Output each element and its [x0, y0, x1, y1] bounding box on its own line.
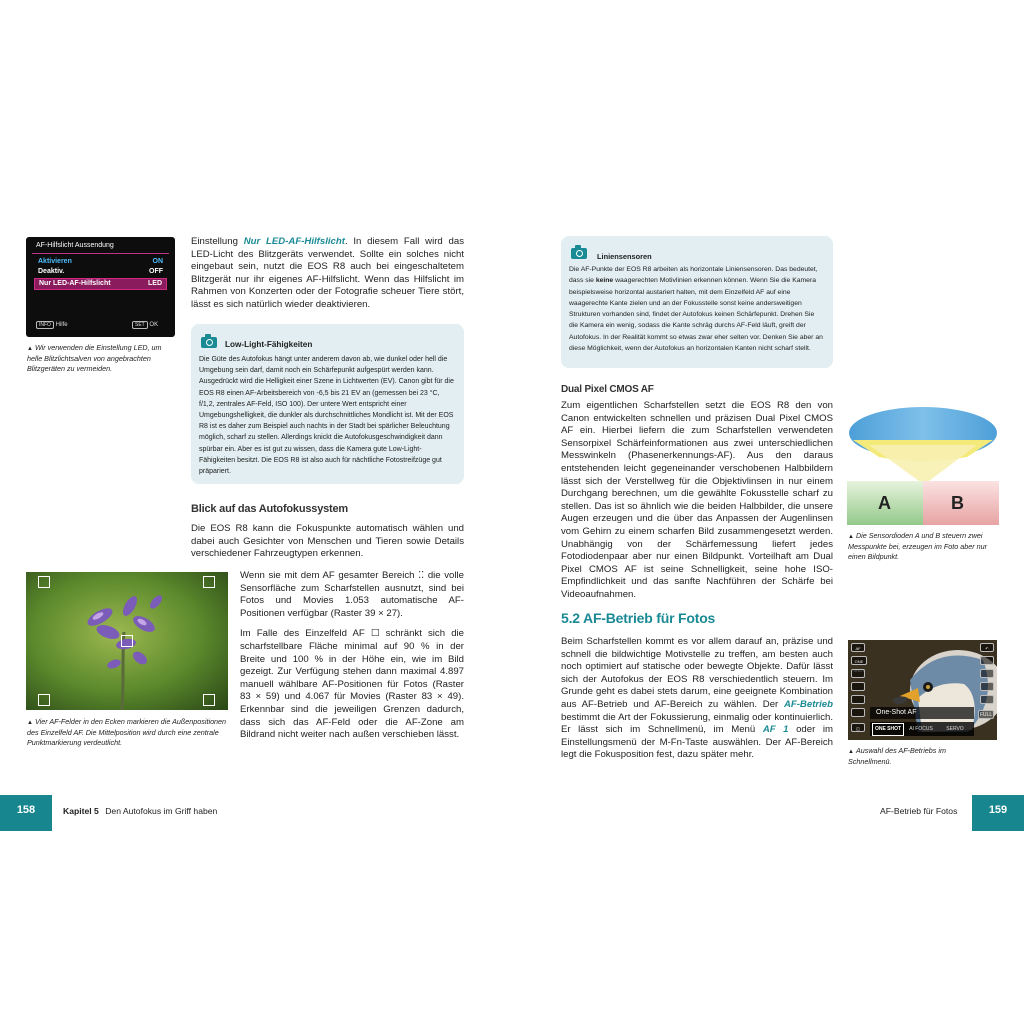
caption-triangle-icon: ▲ — [848, 749, 854, 755]
qm-left-icon-oneshot[interactable]: ONE — [851, 656, 867, 665]
diagram-svg — [847, 405, 999, 525]
paragraph-5-2: Beim Scharfstellen kommt es vor allem darauf an, präzise und schnell die bildwichtige Motivstelle zu treffen, am besten auch noch optimiert auf statische oder bewegte Objekte. Dafür lässt sich der Autofokus der EOS R8 verschiedentlich steuern. Im Grunde geht es dabei stets darum, eine geeignete Kombination aus AF-Betrieb und AF-Bereich zu wählen. Der AF-Betrieb bestimmt die Art der Fokussierung, einmalig oder kontinuierlich. Er lässt sich im Schnellmenü, im Menü AF 1 oder im Einstellungsmenü der M-Fn-Taste auswählen. Der AF-Bereich legt die Fokusposition fest, dazu später mehr. — [561, 636, 833, 761]
paragraph-wenn: Wenn sie mit dem AF gesamter Bereich ⁚⁚ die volle Sensorfläche zum Scharfstellen ausnutzt, sind bei Fotos und Movies 1.053 automatische AF-Positionen verfügbar (Raster 39 × 27). — [240, 570, 464, 619]
caption-triangle-icon: ▲ — [848, 534, 854, 540]
camera-icon — [571, 248, 587, 259]
diode-label-a: A — [878, 493, 891, 513]
qm-left-icon-5[interactable] — [851, 695, 865, 704]
caption-triangle-icon: ▲ — [27, 720, 33, 726]
qm-right-icon-2[interactable] — [980, 656, 994, 665]
tip-header — [569, 242, 825, 262]
ok-label: OK — [149, 322, 159, 328]
paragraph-falle: Im Falle des Einzelfeld AF ☐ schränkt sich die scharfstellbare Fläche minimal auf 90 % in der Breite und 100 % in der Höhe ein, wie im Bild gezeigt. Zur Verfügung stehen dann maximal 4.897 manuell wählbare AF-Positionen für Fotos (Raster 83 × 59) und 4.067 für Movies (Raster 83 × 49). Erkennbar sind die jeweiligen Grenzen dadurch, dass sich das AF-Feld oder die AF-Zone am Bildrand nicht weiter nach außen verschieben lässt. — [240, 628, 464, 741]
menu-row-deaktiv[interactable]: Deaktiv. OFF — [38, 268, 163, 275]
caption-diagram: ▲ Die Sensordioden A und B steuern zwei Messpunkte bei, erzeugen im Foto aber nur einen Bildpunkt. — [848, 531, 988, 561]
qm-mode-label: One-Shot AF — [870, 707, 974, 719]
qm-option-oneshot[interactable]: ONE SHOT — [872, 723, 904, 736]
highlight-af-1: AF 1 — [762, 724, 789, 736]
highlight-nur-led: Nur LED-AF-Hilfslicht — [243, 236, 345, 247]
qm-option-servo[interactable]: SERVO — [946, 726, 964, 732]
af-corner-bottom-left — [38, 694, 50, 706]
tip-title: Low-Light-Fähigkeiten — [225, 340, 313, 349]
qm-right-icon-5[interactable] — [980, 695, 994, 704]
tip-box-low-light — [191, 324, 464, 484]
tip-text: Die AF-Punkte der EOS R8 arbeiten als horizontale Liniensensoren. Das bedeutet, dass sie keine waagerechten Motivlinien erkennen können. Wenn Sie die Kamera beispielsweise horizontal austariert halten, mit dem Einzelfeld AF auf eine waagerechte Kante zielen und an der Fokusstelle sonst keine andersweitigen Strukturen vorhanden sind, findet der Autofokus keinen Schärfepunkt. Drehen Sie die Kamera ein wenig, sodass die Kante schräg durchs AF-Feld läuft, greift der Autofokus. In der Realität kommt so etwas zwar eher selten vor. Denken Sie aber an diese Möglichkeit, wenn der Autofokus an horizontalen Kanten nicht scharf stellt. — [569, 266, 823, 353]
tip-header — [199, 330, 456, 352]
footer-chapter: Kapitel 5 — [63, 806, 99, 816]
footer-left — [63, 806, 217, 816]
info-button-box: INFO — [36, 321, 54, 329]
menu-row-nur-led[interactable]: Nur LED-AF-Hilfslicht LED — [34, 278, 167, 290]
highlight-af-betrieb: AF-Betrieb — [783, 698, 833, 710]
help-label: Hilfe — [55, 322, 68, 328]
info-help-button[interactable] — [36, 322, 68, 328]
af-corner-top-right — [203, 576, 215, 588]
footer-chapter-title: Den Autofokus im Griff haben — [105, 806, 218, 816]
qm-option-aifocus[interactable]: AI FOCUS — [909, 726, 933, 732]
qm-right-icon-back[interactable]: ↶ — [980, 643, 994, 652]
camera-icon — [201, 337, 217, 348]
qm-left-icon-af[interactable]: AF — [851, 643, 865, 652]
flower-af-image — [26, 572, 228, 710]
tip-box-liniensensoren — [561, 236, 833, 368]
quick-menu-screenshot — [848, 640, 997, 740]
af-corner-top-left — [38, 576, 50, 588]
paragraph-led-licht: Einstellung Nur LED-AF-Hilfslicht. In diesem Fall wird das LED-Licht des Blitzgeräts verwendet. Sollte ein solches nicht eingebaut sein, nutzt die EOS R8 auch bei eingeschaltetem Blitzgerät nur ihr eigenes AF-Hilfslicht. Wenn das Hilfslicht im Rahmen von Konzerten oder der Fotografie scheuer Tiere stört, lässt es sich natürlich wieder deaktivieren. — [191, 236, 464, 310]
qm-right-icon-3[interactable] — [980, 669, 994, 678]
qm-left-icon-6[interactable] — [851, 708, 865, 717]
caption-quick-menu: ▲ Auswahl des AF-Betriebs im Schnellmenü. — [848, 746, 946, 767]
page-number-left: 158 — [0, 795, 52, 831]
qm-right-icon-4[interactable] — [980, 682, 994, 691]
qm-left-icon-bottom[interactable]: ◫ — [851, 723, 865, 732]
paragraph-wenn-falle — [240, 570, 464, 750]
set-button-box: SET — [132, 321, 148, 329]
footer-right-title: AF-Betrieb für Fotos — [880, 806, 958, 816]
caption-triangle-icon: ▲ — [27, 346, 33, 352]
heading-5-2: 5.2 AF-Betrieb für Fotos — [561, 610, 716, 626]
page-number-right: 159 — [972, 795, 1024, 831]
tip-title: Liniensensoren — [597, 252, 652, 261]
paragraph-blick: Die EOS R8 kann die Fokuspunkte automatisch wählen und dabei auch Gesichter von Menschen und Tieren sowie Details verschiedener Fahrzeugtypen erkennen. — [191, 523, 464, 560]
sensor-diode-diagram — [847, 405, 999, 525]
caption-flower: ▲ Vier AF-Felder in den Ecken markieren die Außenpositionen des Einzelfeld AF. Die Mittelposition wird durch eine zentrale Punktmarkierung verdeutlicht. — [27, 717, 227, 747]
menu-title: AF-Hilfslicht Aussendung — [36, 242, 114, 249]
tip-text: Die Güte des Autofokus hängt unter anderem davon ab, wie dunkel oder hell die Umgebung sein darf, damit noch ein Schärfepunkt aufgespürt werden kann. Ausgedrückt wird die Helligkeit einer Szene in Lichtwerten (EV). Canon gibt für die EOS R8 einen AF-Arbeitsbereich von -6,5 bis 21 EV an (gemessen bei 23 °C, f/1,2, zentrales AF-Feld, ISO 100). Der untere Wert entspricht einer Umgebungshelligkeit, die dunkler als durchschnittliches Mondlicht ist. Mit der EOS R8 ist es daher zum Beispiel auch nachts in der Stadt bei spärlicher Beleuchtung möglich, scharf zu stellen. Allerdings knickt die Autofokusgeschwindigkeit dann spürbar ein. Aber es ist gut zu wissen, dass die Kamera gute Low-Light-Fähigkeiten besitzt. Die EOS R8 ist also auch für nächtliche Fotostreifzüge gut präpariert. — [199, 356, 454, 476]
menu-title-underline — [32, 253, 169, 254]
heading-dual-pixel: Dual Pixel CMOS AF — [561, 384, 654, 395]
qm-left-icon-4[interactable] — [851, 682, 865, 691]
af-assist-menu-screenshot — [26, 237, 175, 337]
af-corner-bottom-right — [203, 694, 215, 706]
diode-label-b: B — [951, 493, 964, 513]
qm-left-icon-3[interactable] — [851, 669, 865, 678]
paragraph-dual: Zum eigentlichen Scharfstellen setzt die EOS R8 den von Canon entwickelten schnellen und präzisen Dual Pixel CMOS AF ein. Hierbei liefern die zum Scharfstellen verwendeten Sensorpixel Schärfeinformationen aus zwei unterschiedlichen Messwinkeln (Phasenerkennungs-AF). Aus den daraus entstehenden leicht gegeneinander verschobenen Halbbildern lässt sich der Verstellweg für die Objektivlinsen in nur einem Durchgang berechnen, um die gewählte Fokusstelle scharf zu stellen. Das ist so ähnlich wie die beiden Halbbilder, die unsere Augen erzeugen und die über das Anpassen der Augenlinsen vom Gehirn zu einem scharfen Bild zusammengesetzt werden. Unabhängig von der Schärfemessung liefert jedes Fotodiodenpaar aber nur einen Bildpunkt. Vorteilhaft am Dual Pixel CMOS AF ist seine Schnelligkeit, seine hohe ISO-Empfindlichkeit und das sanfte Nachführen der Schärfe bei Videoaufnahmen. — [561, 400, 833, 600]
qm-option-bar — [870, 722, 974, 736]
menu-row-aktivieren[interactable]: Aktivieren ON — [38, 258, 163, 265]
set-ok-button[interactable] — [132, 322, 158, 328]
qm-right-icon-full[interactable]: FULL — [979, 712, 993, 718]
heading-blick-autofokus: Blick auf das Autofokussystem — [191, 503, 349, 515]
caption-menu: ▲ Wir verwenden die Einstellung LED, um helle Blitzlichtsalven von angebrachten Blitzgeräten zu vermeiden. — [27, 343, 162, 373]
af-center-marker — [121, 635, 133, 647]
